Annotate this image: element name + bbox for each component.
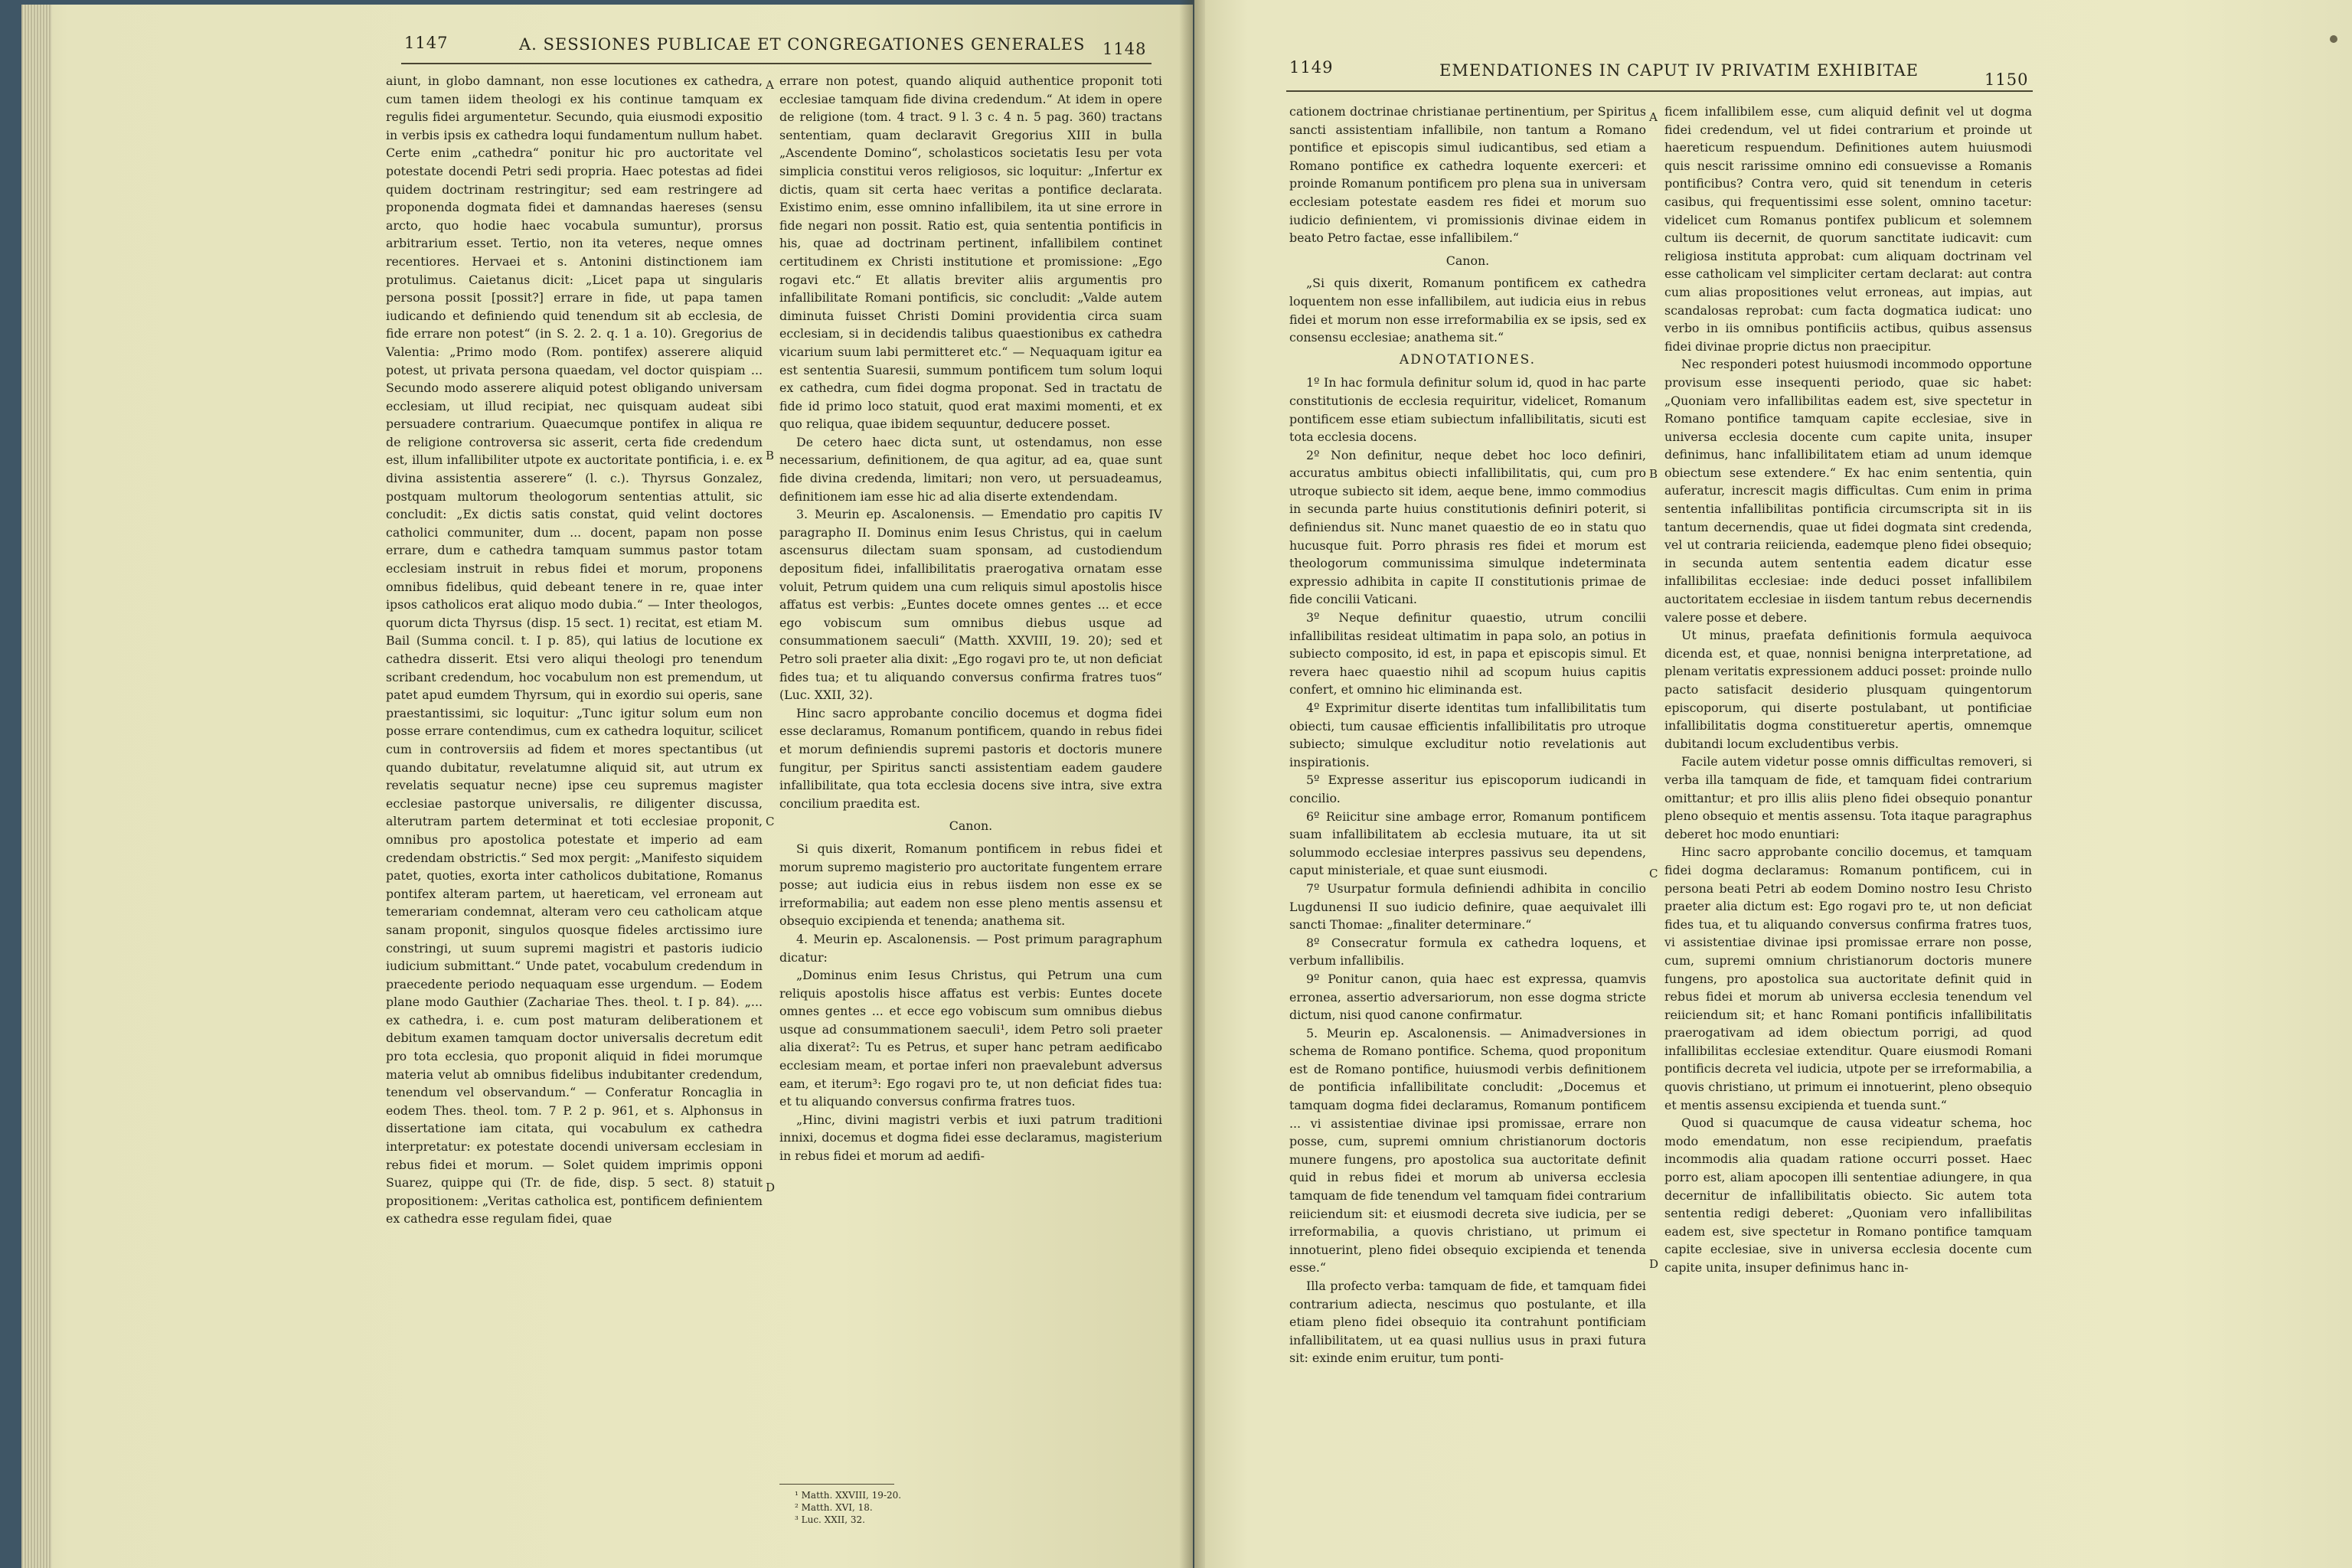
left-page <box>21 5 1193 1568</box>
paragraph: 5. Meurin ep. Ascalonensis. — Animadversiones in schema de Romano pontifice. Schema, quod proponitum est de Romano pontifice, huiusmodi verbis definitionem de pontificia infallibilitate concludit: „Docemus et tamquam dogma fidei declaramus, Romanum pontificem ... vi assistentiae divinae ipsi promissae, errare non posse, cum, supremi omnium christianorum doctoris munere fungens, pro apostolica sua auctoritate definit quid in rebus fidei et morum ab universa ecclesia tamquam de fide tenendum vel tamquam fidei contrarium reiiciendum sit: et eiusmodi decreta sive iudicia, per se irreformabilia, a quovis christiano, ut primum ei innotuerint, pleno fidei obsequio excipienda et tenenda esse.“ <box>1289 1025 1646 1276</box>
paragraph: Hinc sacro approbante concilio docemus, et tamquam fidei dogma declaramus: Romanum pontificem, cui in persona beati Petri ab eodem Domino nostro Iesu Christo praeter alia dictum est: Ego rogavi pro te, ut non deficiat fides tua, et tu aliquando conversus confirma fratres tuos, vi assistentiae divinae ipsi promissae errare non posse, cum, supremi omnium christianorum doctoris munere fungens, pro apostolica sua auctoritate definit quid in rebus fidei et morum ab universa ecclesia tenendum vel reiiciendum sit; et hanc Romani pontificis infallibilitatis praerogativam ad idem obiectum porrigi, ad quod infallibilitas ecclesiae extenditur. Quare eiusmodi Romani pontificis decreta vel iudicia, utpote per se irreformabilia, a quovis christiano, ut primum ei innotuerint, pleno obsequio et mentis assensu excipienda et tuenda sunt.“ <box>1664 844 2032 1112</box>
right-page-column-2 <box>1664 103 2032 1557</box>
paragraph: Facile autem videtur posse omnis difficultas removeri, si verba illa tamquam de fide, et tamquam fidei contrarium omittantur; et pro illis aliis pleno fidei obsequio ponantur pleno obsequio et mentis assensu. Tota itaque paragraphus deberet hoc modo enuntiari: <box>1664 754 2032 841</box>
page-number-right-2: 1150 <box>1984 70 2029 89</box>
paragraph: De cetero haec dicta sunt, ut ostendamus, non esse necessarium, definitionem, de qua agitur, ad ea, quae sunt fide divina credenda, limitari; non vero, ut persuadeamus, definitionem iam esse hic ad alia diserte extendendam. <box>779 434 1162 504</box>
canon-heading: Canon. <box>949 818 993 834</box>
margin-marker: B <box>1649 467 1658 481</box>
page-number-left: 1147 <box>404 34 449 52</box>
footnote: ¹ Matth. XXVIII, 19-20. <box>795 1490 902 1501</box>
paragraph: aiunt, in globo damnant, non esse locutiones ex cathedra, cum tamen iidem theologi ex his continue tamquam ex regulis fidei argumentetur. Secundo, quia eiusmodi expositio in verbis ipsis ex cathedra loqui fundamentum nullum habet. Certe enim „cathedra“ ponitur hic pro auctoritate vel potestate docendi Petri sedi propria. Haec potestas ad fidei quidem doctrinam restringitur; sed eam restringere ad proponenda dogmata fidei et damnandas haereses (sensu arcto, quo hodie haec vocabula sumuntur), prorsus arbitrarium esset. Tertio, non ita veteres, neque omnes recentiores. Hervaei et s. Antonini distinctionem iam protulimus. Caietanus dicit: „Licet papa ut singularis persona possit [possit?] errare in fide, ut papa tamen iudicando et definiendo quid tenendum sit ab ecclesia, de fide errare non potest“ (in S. 2. 2. q. 1 a. 10). Gregorius de Valentia: „Primo modo (Rom. pontifex) asserere aliquid potest, ut privata persona quaedam, vel doctor quispiam ... Secundo modo asserere aliquid potest obligando universam ecclesiam, ut illud recipiat, nec quisquam audeat sibi persuadere contrarium. Quaecumque pontifex in aliqua re de religione controversa sic asserit, certa fide credendum est, illum infallibiliter utpote ex auctoritate pontificia, i. e. ex divina assistentia asserere“ (l. c.). Thyrsus Gonzalez, postquam multorum theologorum sententias attulit, sic concludit: „Ex dictis satis constat, quid velint doctores catholici communiter, dum ... docent, papam non posse errare, dum e cathedra tamquam summus pastor totam ecclesiam instruit in rebus fidei et morum, proponens omnibus fidelibus, quid debeant tenere in re, quae inter ipsos catholicos erat aliquo modo dubia.“ — Inter theologos, quorum dicta Thyrsus (disp. 15 sect. 1) recitat, est etiam M. Bail (Summa concil. t. I p. 85), qui latius de locutione ex cathedra disserit. Etsi vero aliqui theologi pro tenendum scribant credendum, hoc vocabulum non est premendum, ut patet apud eumdem Thyrsum, qui in exordio sui operis, sane praestantissimi, sic loquitur: „Tunc igitur solum eum non posse errare contendimus, cum ex cathedra loquitur, scilicet cum in controversiis ad fidem et mores spectantibus (ut quando dubitatur, revelatumne aliquid sit, aut utrum ex revelatis sequatur necne) ipse ceu supremus magister ecclesiae pastorque universalis, re diligenter discussa, alterutram partem determinat et toti ecclesiae proponit, omnibus pro apostolica potestate et imperio ad eam credendam obstrictis.“ Sed mox pergit: „Manifesto siquidem patet, quoties, exorta inter catholicos dubitatione, Romanus pontifex alteram partem, ut haereticam, vel erroneam aut temerariam condemnat, alteram vero ceu catholicam atque sanam proponit, singulos quosque fideles arctissimo iure constringi, ut suum supremi magistri et pastoris iudicio iudicium submittant.“ Unde patet, vocabulum credendum in praecedente periodo nequaquam esse urgendum. — Eodem plane modo Gauthier (Zachariae Thes. theol. t. I p. 84). „... ex cathedra, i. e. cum post maturam deliberationem et debitum examen tamquam doctor universalis decretum edit pro tota ecclesia, quo proponit aliquid in fidei morumque materia velut ab omnibus fidelibus indubitanter credendum, tenendum vel observandum.“ — Conferatur Roncaglia in eodem Thes. theol. tom. 7 P. 2 p. 961, et s. Alphonsus in dissertatione iam citata, qui vocabulum ex cathedra interpretatur: ex potestate docendi universam ecclesiam in rebus fidei et morum. — Solet quidem imprimis opponi Suarez, quippe qui (Tr. de fide, disp. 5 sect. 8) statuit propositionem: „Veritas catholica est, pontificem definientem ex cathedra esse regulam fidei, quae <box>386 74 763 1227</box>
page-marker-dot <box>2330 35 2337 43</box>
margin-marker: B <box>766 449 775 462</box>
paragraph: 9º Ponitur canon, quia haec est expressa, quamvis erronea, assertio adversariorum, non esse dogma stricte dictum, nisi quod canone confirmatur. <box>1289 971 1646 1023</box>
page-number-right: 1149 <box>1289 58 1334 77</box>
paragraph: Si quis dixerit, Romanum pontificem in rebus fidei et morum supremo magisterio pro auctoritate fungentem errare posse; aut iudicia eius in rebus iisdem non esse ex se irreformabilia; aut eadem non esse pleno mentis assensu et obsequio excipienda et tenenda; anathema sit. <box>779 841 1162 929</box>
margin-marker: C <box>1649 867 1658 880</box>
right-page-column-1 <box>1289 103 1646 1557</box>
paragraph: 3. Meurin ep. Ascalonensis. — Emendatio pro capitis IV paragrapho II. Dominus enim Iesus Christus, qui in caelum ascensurus dilectam suam sponsam, ad custodiendum depositum fidei, infallibilitatis praerogativa ornatam esse voluit, Petrum quidem una cum reliquis simul apostolis hisce affatus est verbis: „Euntes docete omnes gentes ... et ecce ego vobiscum sum omnibus diebus usque ad consummationem saeculi“ (Matth. XXVIII, 19. 20); sed et Petro soli praeter alia dixit: „Ego rogavi pro te, ut non deficiat fides tua; et tu aliquando conversus confirma fratres tuos“ (Luc. XXII, 32). <box>779 507 1162 703</box>
paragraph: Illa profecto verba: tamquam de fide, et tamquam fidei contrarium adiecta, nescimus quo postulante, et illa etiam pleno fidei obsequio ita contrahunt pontificiam infallibilitatem, ut ea quasi nullius usus in praxi futura sit: exinde enim eruitur, tum ponti- <box>1289 1279 1646 1366</box>
margin-marker: C <box>766 815 775 828</box>
footnote: ³ Luc. XXII, 32. <box>795 1514 865 1525</box>
page-edge <box>21 5 52 1568</box>
book-gutter <box>1179 0 1205 1568</box>
left-page-column-2 <box>779 72 1162 1465</box>
paragraph: Nec responderi potest huiusmodi incommodo opportune provisum esse insequenti periodo, quae sic habet: „Quoniam vero infallibilitas eadem est, sive spectetur in Romano pontifice tamquam capite ecclesiae, sive in universa ecclesia docente cum capite unita, insuper definimus, hanc infallibilitatem etiam ad unum idemque obiectum sese extendere.“ Ex hac enim sententia, quin auferatur, increscit magis difficultas. Cum enim in prima sententia infallibilitas pontificia circumscripta sit in iis tantum decernendis, quae ut fidei dogmata sint credenda, vel ut contraria reiicienda, eademque pleno fidei obsequio; in secunda autem sententia eadem dicatur esse infallibilitas ecclesiae: inde deduci posset infallibilem auctoritatem ecclesiae in iisdem tantum rebus decernendis valere posse et debere. <box>1664 357 2032 625</box>
right-page <box>1194 0 2352 1568</box>
running-head-right: EMENDATIONES IN CAPUT IV PRIVATIM EXHIBITAE <box>1439 61 1919 80</box>
paragraph: Quod si quacumque de causa videatur schema, hoc modo emendatum, non esse recipiendum, praefatis incommodis alia quadam ratione occurri posset. Haec porro est, aliam apocopen illi sententiae adiungere, in qua decernitur de infallibilitatis obiecto. Sic autem tota sententia redigi deberet: „Quoniam vero infallibilitas eadem est, sive spectetur in Romano pontifice tamquam capite ecclesiae, sive in universa ecclesia docente cum capite unita, insuper definimus hanc in- <box>1664 1116 2032 1275</box>
page-number-left-2: 1148 <box>1102 40 1147 58</box>
margin-marker: D <box>766 1181 776 1194</box>
paragraph: 6º Reiicitur sine ambage error, Romanum pontificem suam infallibilitatem ab ecclesia mutuare, ita ut sit solummodo ecclesiae interpres passivus seu dependens, caput ministeriale, et quae sunt eiusmodi. <box>1289 808 1646 878</box>
footnote-rule <box>779 1484 894 1485</box>
paragraph: 4º Exprimitur diserte identitas tum infallibilitatis tum obiecti, tum causae efficientis infallibilitatis pro utroque subiecto; simulque excluditur notio revelationis aut inspirationis. <box>1289 701 1646 769</box>
margin-marker: A <box>766 78 774 92</box>
margin-marker: A <box>1649 110 1658 124</box>
margin-marker: D <box>1649 1257 1659 1271</box>
running-head-left: A. SESSIONES PUBLICAE ET CONGREGATIONES GENERALES <box>519 35 1086 54</box>
footnote: ² Matth. XVI, 18. <box>795 1502 873 1513</box>
paragraph: cationem doctrinae christianae pertinentium, per Spiritus sancti assistentiam infallibile, non tantum a Romano pontifice et episcopis simul iudicantibus, sed etiam a Romano pontifice ex cathedra loquente exerceri: et proinde Romanum pontificem pro plena sua in universam ecclesiam potestate easdem res fidei et morum suo iudicio definientem, vi promissionis divinae eidem in beato Petro factae, esse infallibilem.“ <box>1289 104 1646 246</box>
head-rule <box>1286 90 2033 92</box>
paragraph: „Hinc, divini magistri verbis et iuxi patrum traditioni innixi, docemus et dogma fidei esse declaramus, magisterium in rebus fidei et morum ad aedifi- <box>779 1112 1162 1164</box>
paragraph: 8º Consecratur formula ex cathedra loquens, et verbum infallibilis. <box>1289 935 1646 969</box>
paragraph: „Si quis dixerit, Romanum pontificem ex cathedra loquentem non esse infallibilem, aut iudicia eius in rebus fidei et morum non esse irreformabilia ex se ipsis, sed ex consensu ecclesiae; anathema sit.“ <box>1289 276 1646 345</box>
canon-heading: Canon. <box>1446 253 1490 268</box>
head-rule <box>401 63 1152 64</box>
section-heading: ADNOTATIONES. <box>1399 351 1537 368</box>
paragraph: ficem infallibilem esse, cum aliquid definit vel ut dogma fidei credendum, vel ut fidei contrarium et proinde ut haereticum respuendum. Definitiones autem huiusmodi quis nescit rarissime omnino edi consuevisse a Romanis pontificibus? Contra vero, quid sit tenendum in ceteris casibus, qui frequentissimi esse solent, omnino tacetur: videlicet cum Romanus pontifex publicum et solemnem cultum iis decernit, de quorum sanctitate iudicavit: cum religiosa instituta approbat: cum aliquam doctrinam vel esse catholicam vel simpliciter certam declarat: aut contra cum alias propositiones velut erroneas, aut impias, aut scandalosas reprobat: cum facta dogmatica iudicat: uno verbo in iis omnibus pontificiis actibus, quibus assensus fidei divinae proprie dictus non praecipitur. <box>1664 104 2032 354</box>
paragraph: Hinc sacro approbante concilio docemus et dogma fidei esse declaramus, Romanum pontificem, quando in rebus fidei et morum definiendis supremi pastoris et doctoris munere fungitur, per Spiritus sancti assistentiam eadem gaudere infallibilitate, qua tota ecclesia docens sive intra, sive extra concilium praedita est. <box>779 705 1162 811</box>
paragraph: 4. Meurin ep. Ascalonensis. — Post primum paragraphum dicatur: <box>779 931 1162 965</box>
paragraph: 3º Neque definitur quaestio, utrum concilii infallibilitas resideat ultimatim in papa solo, an potius in subiecto composito, id est, in papa et episcopis simul. Et revera haec quaestio nihil ad scopum huius capitis confert, et omnino hic eliminanda est. <box>1289 610 1646 697</box>
paragraph: errare non potest, quando aliquid authentice proponit toti ecclesiae tamquam fide divina credendum.“ At idem in opere de religione (tom. 4 tract. 9 l. 3 c. 4 n. 5 pag. 360) tractans sententiam, quam declaravit Gregorius XIII in bulla „Ascendente Domino“, scholasticos societatis Iesu per vota simplicia constitui veros religiosos, sic loquitur: „Infertur ex dictis, quam sit certa haec veritas a pontifice declarata. Existimo enim, esse omnino infallibilem, ita ut sine errore in fide negari non possit. Ratio est, quia sententia pontificis in his, quae ad doctrinam pertinent, infallibilem continet certitudinem ex Christi institutione et promissione: „Ego rogavi etc.“ Et allatis breviter aliis argumentis pro infallibilitate Romani pontificis, sic concludit: „Valde autem diminuta fuisset Christi Domini providentia circa suam ecclesiam, si in decidendis talibus quaestionibus ex cathedra vicarium suum labi permitteret etc.“ — Nequaquam igitur ea est sententia Suaresii, summum pontificem tum solum loqui ex cathedra, cum fidei dogma proponat. Sed in tractatu de fide id primo loco statuit, quod erat maximi momenti, et ex quo reliqua, quae ibidem sequuntur, deducere posset. <box>779 74 1162 432</box>
paragraph: 5º Expresse asseritur ius episcoporum iudicandi in concilio. <box>1289 773 1646 805</box>
paragraph: Ut minus, praefata definitionis formula aequivoca dicenda est, et quae, nonnisi benigna interpretatione, ad plenam veritatis expressionem adduci posset: proinde nullo pacto satisfacit desiderio plusquam quingentorum episcoporum, qui diserte postulabant, ut pontificiae infallibilitatis dogma constitueretur apertis, omnemque dubitandi locum excludentibus verbis. <box>1664 628 2032 751</box>
paragraph: „Dominus enim Iesus Christus, qui Petrum una cum reliquis apostolis hisce affatus est verbis: Euntes docete omnes gentes ... et ecce ego vobiscum sum omnibus diebus usque ad consummationem saeculi¹, idem Petro soli praeter alia dixerat²: Tu es Petrus, et super hanc petram aedificabo ecclesiam meam, et portae inferi non praevalebunt adversus eam, et iterum³: Ego rogavi pro te, ut non deficiat fides tua: et tu aliquando conversus confirma fratres tuos. <box>779 968 1162 1109</box>
paragraph: 2º Non definitur, neque debet hoc loco definiri, accuratus ambitus obiecti infallibilitatis, qui, cum pro utroque subiecto sit idem, aeque bene, immo commodius in secunda parte huius constitutionis definiri poterit, si definiendus sit. Nunc manet quaestio de eo in statu quo hucusque fuit. Porro phrasis res fidei et morum est theologorum communissima simulque indeterminata expressio adhibita in capite II constitutionis primae de fide concilii Vaticani. <box>1289 447 1646 607</box>
left-page-column-1 <box>386 72 763 1550</box>
paragraph: 1º In hac formula definitur solum id, quod in hac parte constitutionis de ecclesia requiritur, videlicet, Romanum pontificem esse etiam subiectum infallibilitatis, sicuti est tota ecclesia docens. <box>1289 375 1646 445</box>
paragraph: 7º Usurpatur formula definiendi adhibita in concilio Lugdunensi II suo iudicio definire, quae aequivalet illi sancti Thomae: „finaliter determinare.“ <box>1289 880 1646 933</box>
